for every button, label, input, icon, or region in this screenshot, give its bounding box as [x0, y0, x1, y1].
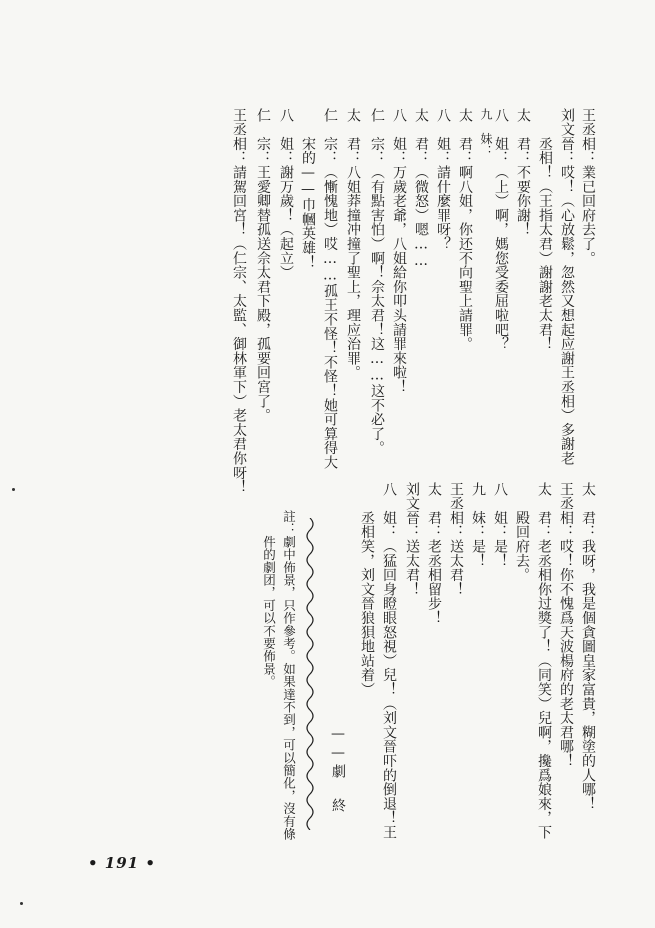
- wavy-divider: [300, 518, 320, 830]
- dialogue-line: 仁 宗：（有點害怕）啊！佘太君！这……这不必了。: [369, 108, 385, 456]
- dialogue-line: 宋的——巾幗英雄！: [300, 108, 316, 270]
- dialogue-line: 仁 宗：王愛卿替孤送佘太君下殿，孤要回宮了。: [255, 108, 271, 423]
- dialogue-line: 八 姐：万歲老爺，八姐給你叩头請罪來啦！: [391, 108, 407, 394]
- dialogue-line: 太 君：八姐莽撞冲撞了聖上，理应治罪。: [345, 108, 361, 380]
- dialogue-line: 王丞相：哎！你不愧爲天波楊府的老太君哪！: [558, 482, 574, 768]
- dialogue-line: 太 君：啊八姐，你还不向聖上請罪。: [457, 108, 473, 352]
- page-number: • 191 •: [88, 854, 156, 872]
- dialogue-line: 刘文晉：送太君！: [404, 482, 420, 597]
- dialogue-line: 太 君：我呀，我是個貪圖皇家富貴，糊塗的人哪！: [580, 482, 596, 811]
- dialogue-line: 九 妹：是！: [470, 482, 486, 568]
- footnote-line: 件的劇团，可以不要佈景。: [261, 510, 277, 688]
- dialogue-line: 太 君：（微怒）嗯……: [413, 108, 429, 270]
- dialogue-line: 王丞相：送太君！: [448, 482, 464, 597]
- dialogue-line: 太 君：老丞相你过獎了！（同笑）兒啊，攙爲娘來，下: [536, 482, 552, 840]
- dialogue-line: 九 妹：: [479, 108, 493, 158]
- dialogue-line: 王丞相：業已回府去了。: [580, 108, 596, 266]
- dialogue-line: 殿回府去。: [514, 482, 530, 583]
- print-speck: [20, 902, 23, 905]
- footnote-line: 註：劇中佈景，只作參考。如果達不到，可以簡化，沒有條: [281, 510, 297, 841]
- dialogue-line: 八 姐：謝万歲！（起立）: [278, 108, 294, 280]
- dialogue-line: 八 姐：（猛回身瞪眼怒視）兒！（刘文晉吓的倒退！王: [381, 482, 397, 840]
- play-end-mark: ——劇 終: [330, 726, 346, 815]
- dialogue-line: 八 姐：（上）啊，媽您受委屈啦吧？: [493, 108, 509, 352]
- dialogue-line: 丞相笑，刘文晉狼狽地站着）: [359, 482, 375, 697]
- print-speck: [12, 488, 15, 491]
- dialogue-line: 丞相！（王指太君）謝謝老太君！: [537, 108, 553, 352]
- dialogue-line: 八 姐：是！: [492, 482, 508, 568]
- dialogue-line: 八 姐：請什麼罪呀？: [435, 108, 451, 251]
- dialogue-line: 仁 宗：（慚愧地）哎……孤王不怪！不怪！她可算得大: [322, 108, 338, 470]
- dialogue-line: 太 君：不要你謝！: [515, 108, 531, 237]
- dialogue-line: 太 君：老丞相留步！: [426, 482, 442, 625]
- dialogue-line: 刘文晉：哎！（心放鬆，忽然又想起应謝王丞相）多謝老: [559, 108, 575, 466]
- dialogue-line: 王丞相：請駕回宮！（仁宗、太監、御林軍下）老太君你呀！: [231, 108, 247, 495]
